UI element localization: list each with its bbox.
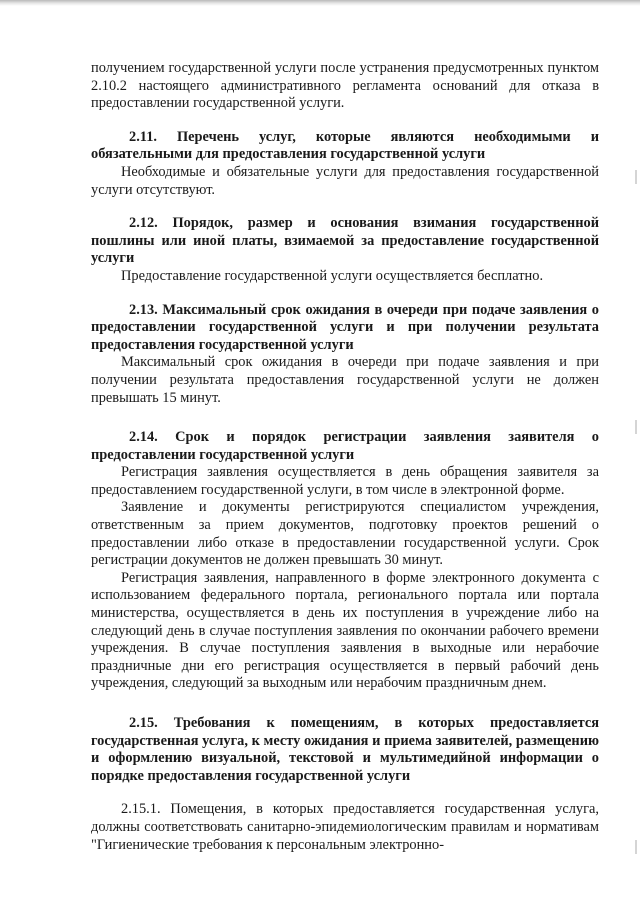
section-heading: 2.13. Максимальный срок ожидания в очереди при подаче заявления о предоставлении государственной услуги и при получении результата предоставления государственной услуги: [91, 301, 599, 353]
scan-edge-mark: [635, 840, 637, 854]
section-2-12: [91, 215, 599, 285]
section-heading: 2.15. Требования к помещениям, в которых предоставляется государственная услуга, к месту ожидания и приема заявителей, размещению и оформлению визуальной, текстовой и мультимедийной информации о порядке предоставления государственной услуги: [91, 715, 599, 784]
intro-paragraph: получением государственной услуги после устранения предусмотренных пунктом 2.10.2 настоящего административного регламента оснований для отказа в предоставлении государственной услуги.: [91, 60, 599, 112]
document-page: [91, 60, 599, 854]
section-heading: 2.14. Срок и порядок регистрации заявления заявителя о предоставлении государственной услуги: [91, 429, 599, 463]
section-paragraph: Предоставление государственной услуги осуществляется бесплатно.: [121, 267, 544, 284]
section-paragraph: Регистрация заявления, направленного в форме электронного документа с использованием федерального портала, регионального портала или портала министерства, осуществляется в день их поступления в учреждение либо на следующий день в случае поступления заявления по окончании рабочего времени учреждения. В случае поступления заявления в выходные или нерабочие праздничные дни его регистрация осуществляется в первый рабочий день учреждения, следующий за выходным или нерабочим праздничным днем.: [91, 569, 599, 692]
section-paragraph: Необходимые и обязательные услуги для предоставления государственной услуги отсутствуют.: [91, 163, 599, 198]
section-2-13: [91, 302, 599, 408]
section-paragraph: Максимальный срок ожидания в очереди при подаче заявления и при получении результата предоставления государственной услуги не должен превышать 15 минут.: [91, 354, 599, 406]
section-2-11: [91, 129, 599, 199]
section-2-14: [91, 429, 599, 693]
scan-edge-mark: [635, 420, 637, 434]
scan-edge-shadow: [0, 0, 640, 6]
section-paragraph: Заявление и документы регистрируются специалистом учреждения, ответственным за прием документов, подготовку проектов решений о предоставлении либо отказе в предоставлении государственной услуги. Срок регистрации документов не должен превышать 30 минут.: [91, 499, 599, 569]
section-heading: 2.11. Перечень услуг, которые являются необходимыми и обязательными для предоставления государственной услуги: [91, 128, 599, 163]
section-2-15: [91, 715, 599, 854]
section-paragraph: 2.15.1. Помещения, в которых предоставляется государственная услуга, должны соответствовать санитарно-эпидемиологическим правилам и нормативам "Гигиенические требования к персональным электронно-: [91, 801, 599, 853]
section-heading: 2.12. Порядок, размер и основания взимания государственной пошлины или иной платы, взимаемой за предоставление государственной услуги: [91, 215, 599, 267]
section-paragraph: Регистрация заявления осуществляется в день обращения заявителя за предоставлением государственной услуги, в том числе в электронной форме.: [91, 464, 599, 498]
scan-edge-mark: [635, 170, 637, 184]
